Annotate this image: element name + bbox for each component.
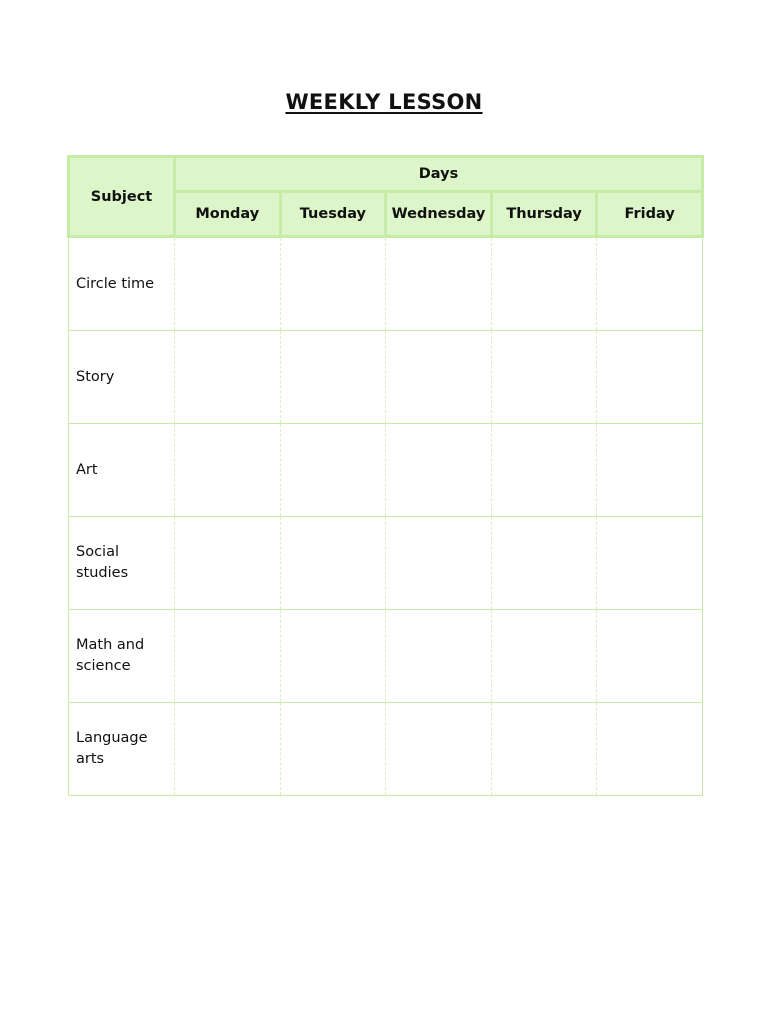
- lesson-cell-thursday[interactable]: [491, 703, 597, 796]
- lesson-cell-tuesday[interactable]: [280, 331, 386, 424]
- subject-cell: Language arts: [69, 703, 175, 796]
- lesson-cell-wednesday[interactable]: [386, 517, 492, 610]
- lesson-cell-tuesday[interactable]: [280, 237, 386, 331]
- lesson-cell-tuesday[interactable]: [280, 610, 386, 703]
- lesson-cell-monday[interactable]: [175, 610, 281, 703]
- table-row: [69, 237, 703, 331]
- table-row: [69, 424, 703, 517]
- subject-cell: Circle time: [69, 237, 175, 331]
- lesson-cell-wednesday[interactable]: [386, 424, 492, 517]
- days-group-header: Days: [175, 157, 703, 192]
- lesson-cell-wednesday[interactable]: [386, 237, 492, 331]
- lesson-cell-thursday[interactable]: [491, 517, 597, 610]
- lesson-cell-friday[interactable]: [597, 610, 703, 703]
- subject-cell: Story: [69, 331, 175, 424]
- table-row: [69, 331, 703, 424]
- table-row: [69, 703, 703, 796]
- lesson-cell-monday[interactable]: [175, 237, 281, 331]
- lesson-cell-friday[interactable]: [597, 331, 703, 424]
- lesson-cell-friday[interactable]: [597, 703, 703, 796]
- lesson-cell-monday[interactable]: [175, 331, 281, 424]
- subject-cell: Social studies: [69, 517, 175, 610]
- lesson-cell-thursday[interactable]: [491, 424, 597, 517]
- lesson-cell-thursday[interactable]: [491, 610, 597, 703]
- subject-column-header: Subject: [69, 157, 175, 237]
- subject-cell: Art: [69, 424, 175, 517]
- day-header-monday: Monday: [175, 192, 281, 237]
- lesson-cell-wednesday[interactable]: [386, 703, 492, 796]
- lesson-cell-monday[interactable]: [175, 424, 281, 517]
- lesson-cell-friday[interactable]: [597, 424, 703, 517]
- day-header-thursday: Thursday: [491, 192, 597, 237]
- lesson-cell-friday[interactable]: [597, 517, 703, 610]
- lesson-cell-thursday[interactable]: [491, 331, 597, 424]
- subject-cell: Math and science: [69, 610, 175, 703]
- lesson-cell-tuesday[interactable]: [280, 424, 386, 517]
- day-header-tuesday: Tuesday: [280, 192, 386, 237]
- lesson-cell-wednesday[interactable]: [386, 331, 492, 424]
- lesson-cell-thursday[interactable]: [491, 237, 597, 331]
- lesson-cell-monday[interactable]: [175, 703, 281, 796]
- lesson-cell-monday[interactable]: [175, 517, 281, 610]
- lesson-cell-wednesday[interactable]: [386, 610, 492, 703]
- day-header-friday: Friday: [597, 192, 703, 237]
- weekly-lesson-table: [67, 155, 704, 796]
- lesson-cell-tuesday[interactable]: [280, 517, 386, 610]
- table-row: [69, 610, 703, 703]
- lesson-cell-tuesday[interactable]: [280, 703, 386, 796]
- day-header-wednesday: Wednesday: [386, 192, 492, 237]
- page-title: WEEKLY LESSON: [285, 90, 483, 114]
- lesson-cell-friday[interactable]: [597, 237, 703, 331]
- table-row: [69, 517, 703, 610]
